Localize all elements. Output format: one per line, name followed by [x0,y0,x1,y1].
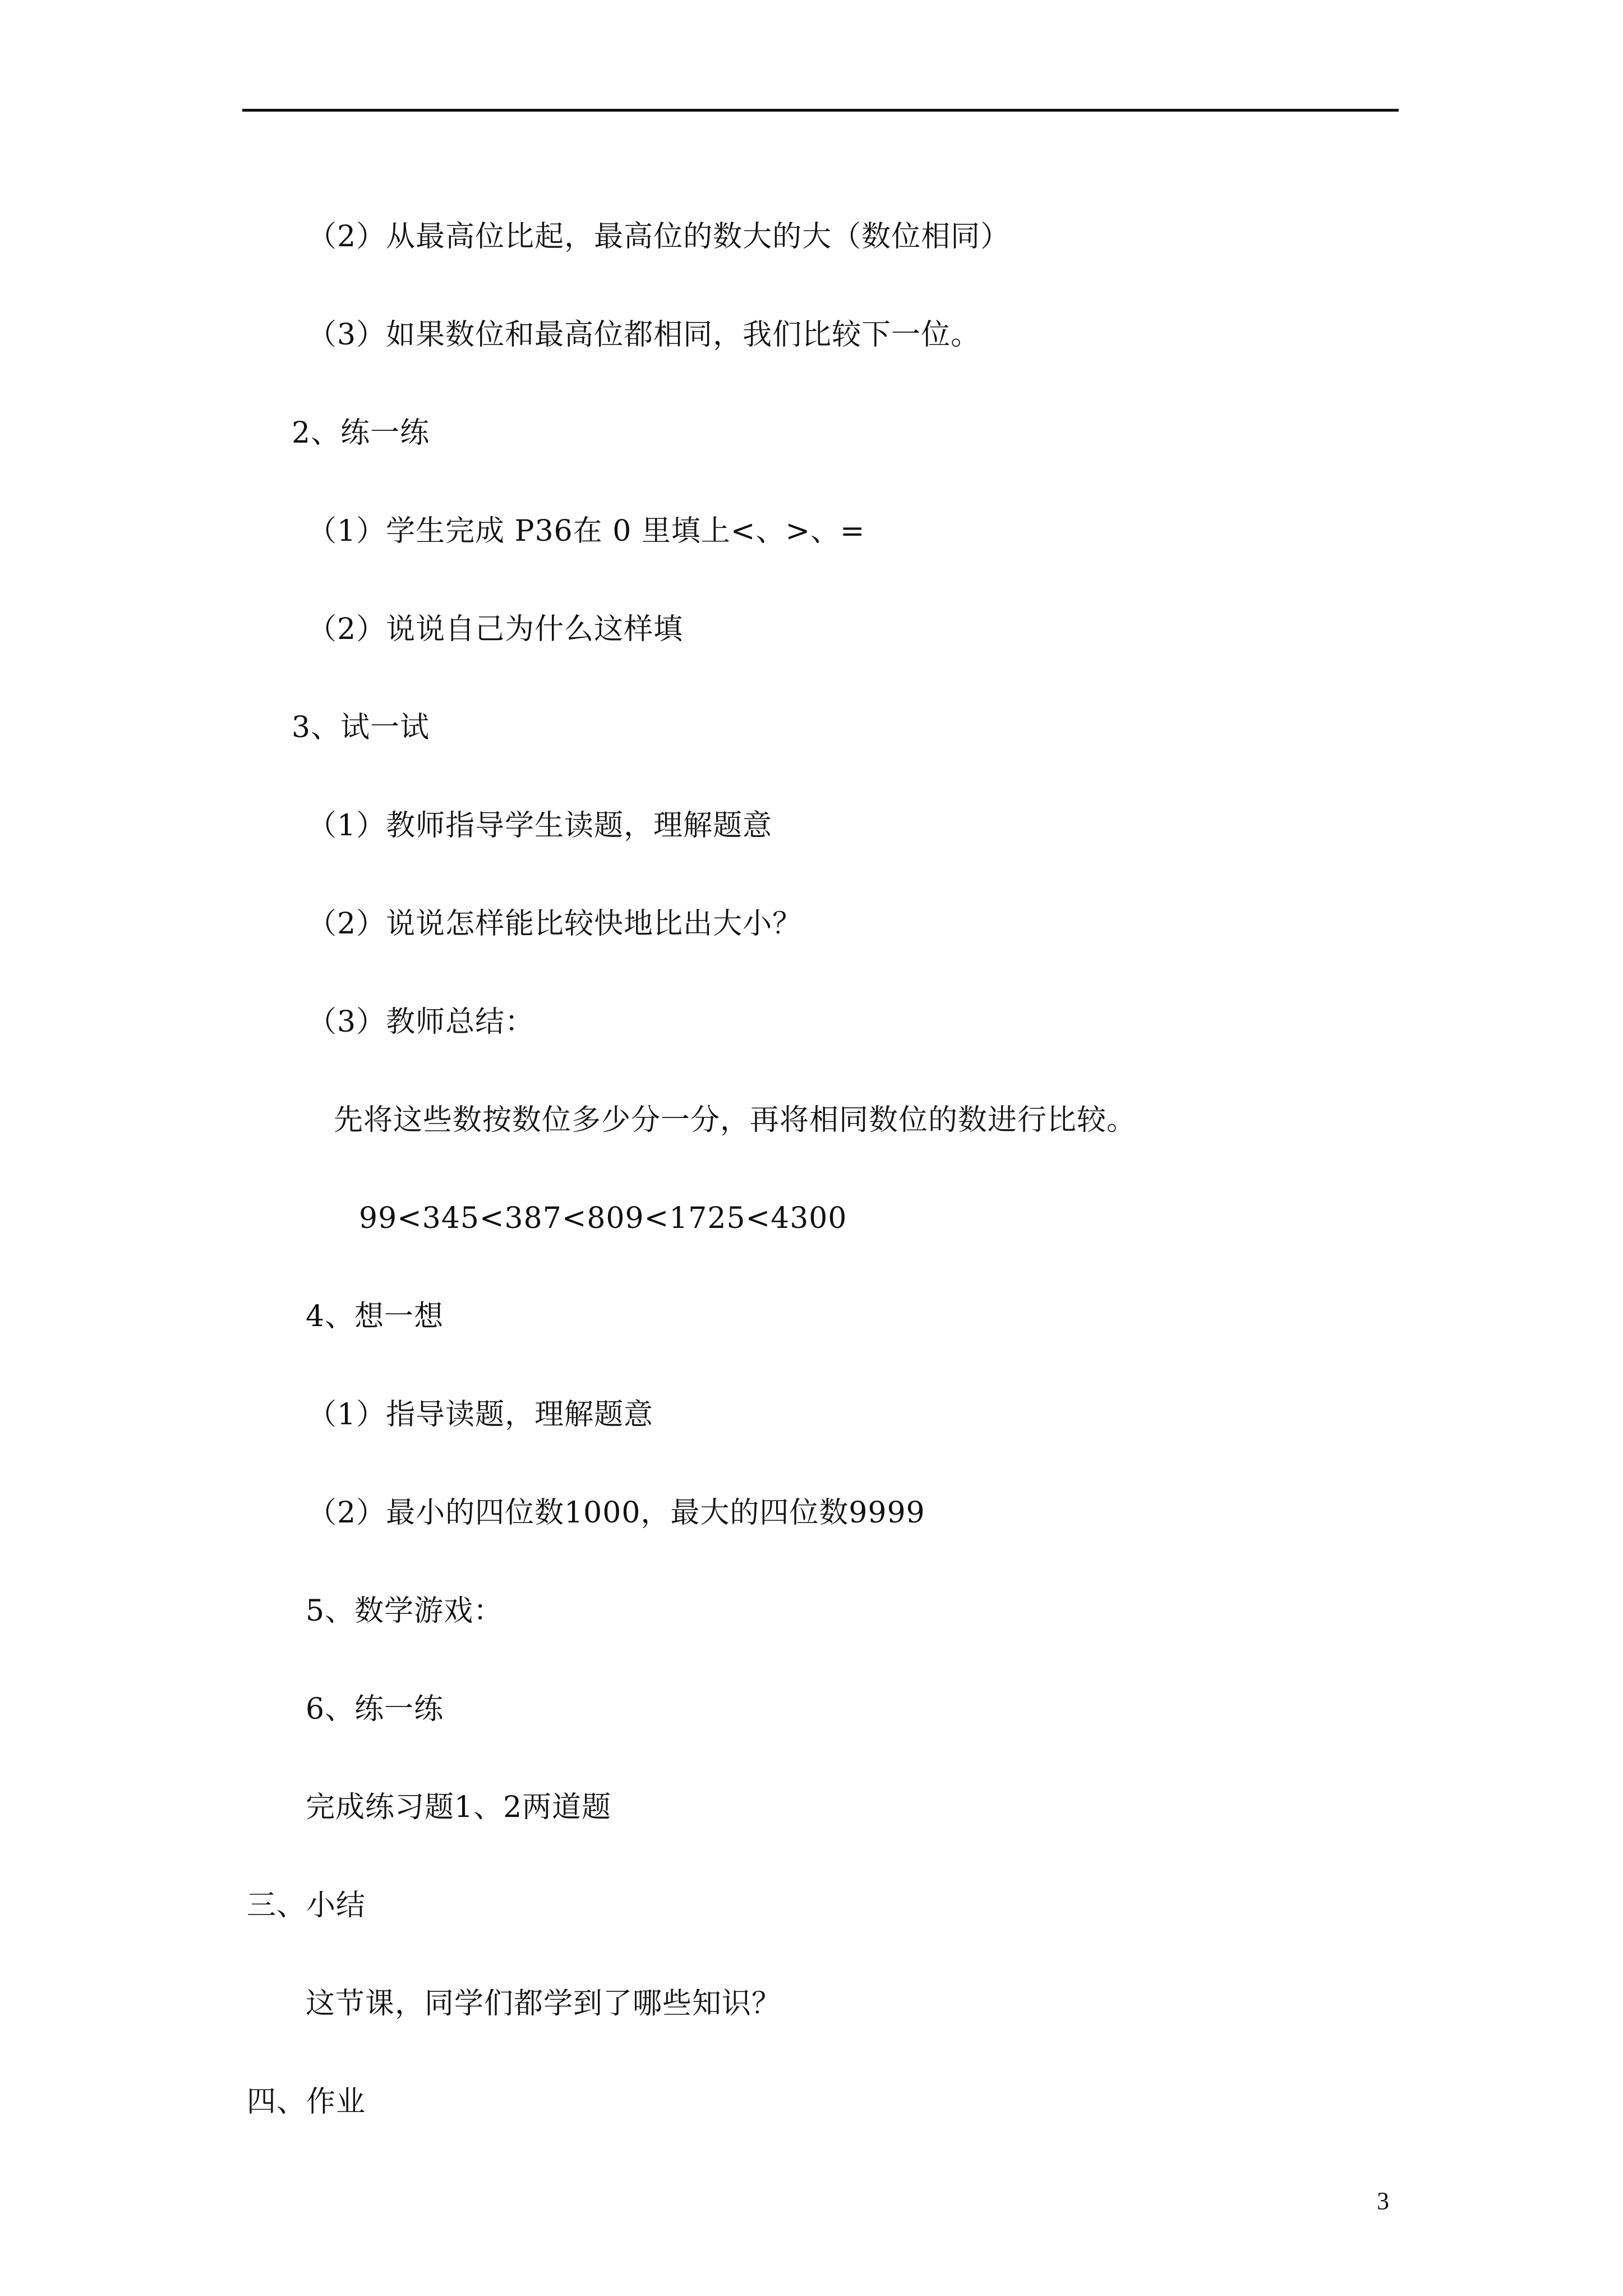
text-line: （1）学生完成 P36在 0 里填上<、>、= [307,514,865,548]
chapter-heading: 三、小结 [247,1889,366,1922]
page-number: 3 [1377,2187,1389,2215]
text-line: 完成练习题1、2两道题 [306,1791,612,1824]
text-line: 这节课，同学们都学到了哪些知识？ [306,1987,782,2021]
text-line: （1）教师指导学生读题，理解题意 [307,809,773,843]
section-heading: 4、想一想 [306,1300,444,1333]
text-line: （2）最小的四位数1000，最大的四位数9999 [307,1496,925,1530]
text-line: （2）说说自己为什么这样填 [307,613,684,646]
text-line: （2）从最高位比起，最高位的数大的大（数位相同） [307,220,1011,254]
inequality-line: 99<345<387<809<1725<4300 [359,1202,847,1235]
text-line: （3）教师总结： [307,1005,535,1039]
text-line: （3）如果数位和最高位都相同，我们比较下一位。 [307,318,981,352]
text-line: （2）说说怎样能比较快地比出大小？ [307,907,803,941]
text-line: （1）指导读题，理解题意 [307,1398,654,1432]
header-rule [242,109,1399,112]
section-heading: 2、练一练 [292,416,430,450]
text-line: 先将这些数按数位多少分一分，再将相同数位的数进行比较。 [334,1103,1137,1137]
section-heading: 3、试一试 [292,711,430,744]
chapter-heading: 四、作业 [247,2085,366,2119]
section-heading: 5、数学游戏： [306,1594,504,1628]
section-heading: 6、练一练 [306,1692,444,1726]
